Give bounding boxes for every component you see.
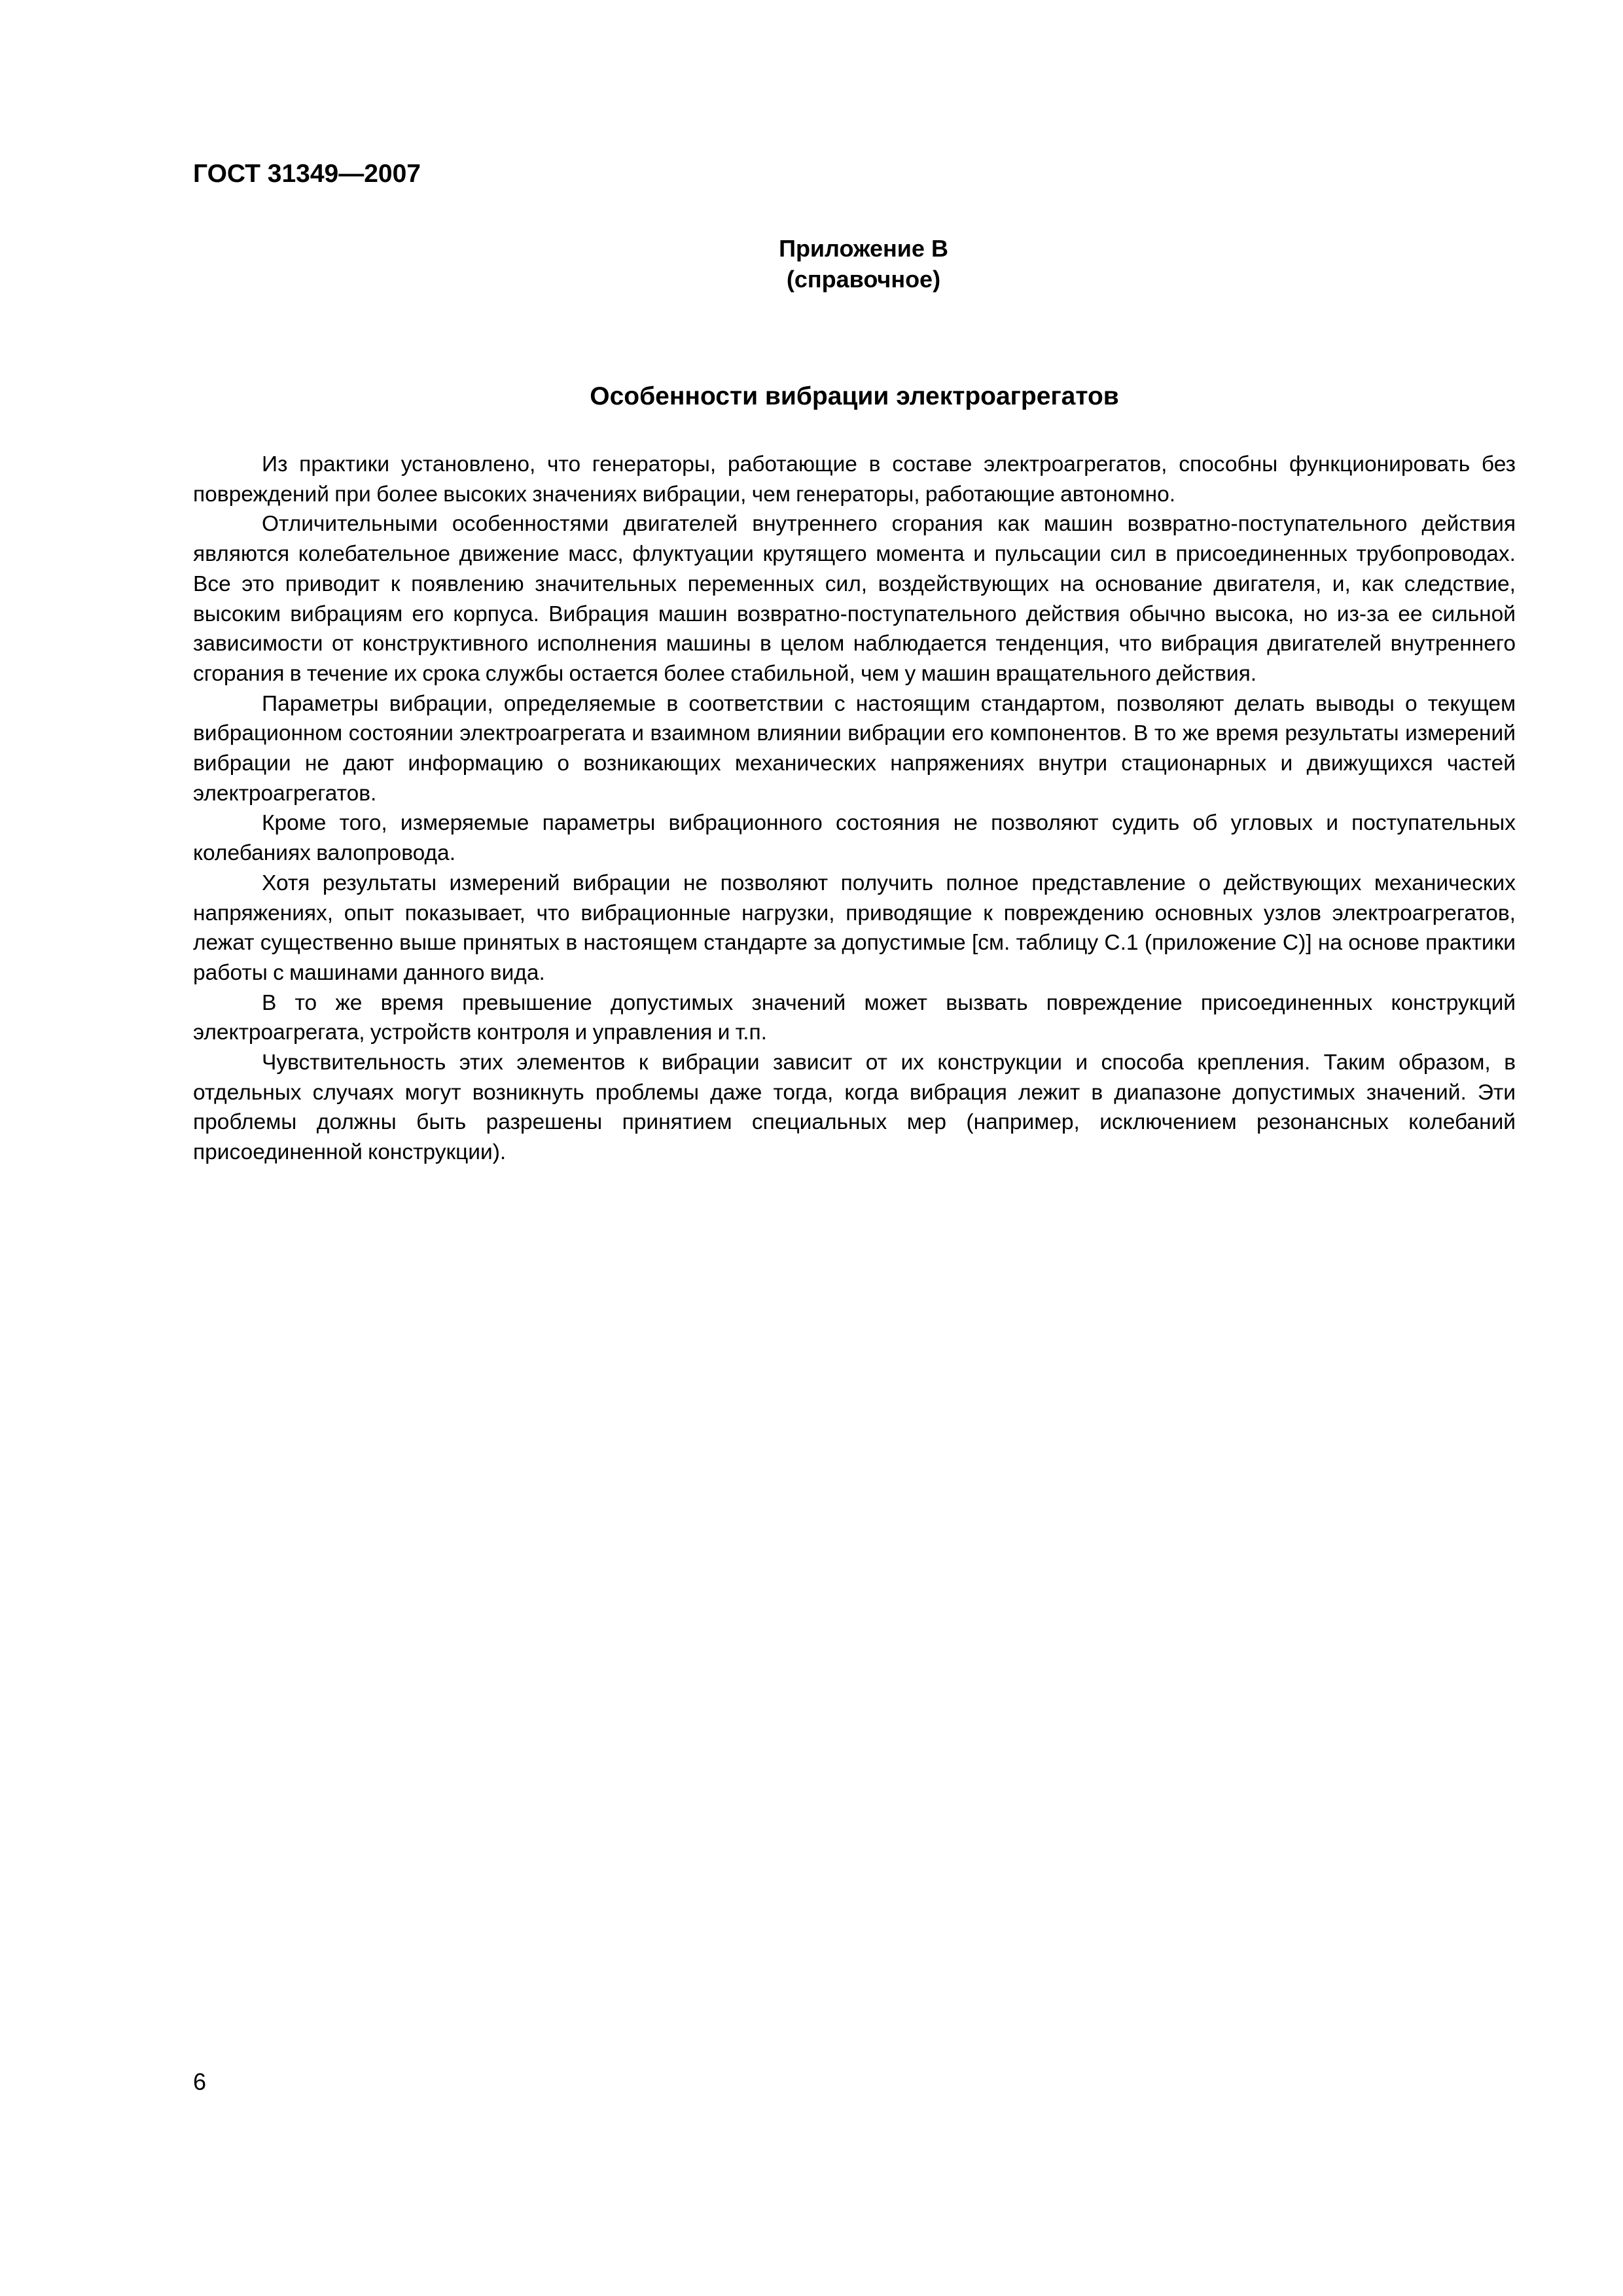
- paragraph: Кроме того, измеряемые параметры вибрационного состояния не позволяют судить об угловых и поступательных колебаниях валопровода.: [193, 811, 1516, 866]
- document-code: ГОСТ 31349—2007: [193, 160, 421, 188]
- page-number: 6: [193, 2068, 207, 2095]
- section-title: Особенности вибрации электроагрегатов: [590, 382, 1119, 410]
- paragraph: Параметры вибрации, определяемые в соответствии с настоящим стандартом, позволяют делать выводы о текущем вибрационном состоянии электроагрегата и взаимном влиянии вибрации его компонентов. В то же время результаты измерений вибрации не дают информацию о возникающих механических напряжениях внутри стационарных и движущихся частей электроагрегатов.: [193, 691, 1516, 806]
- annex-status: (справочное): [786, 266, 941, 293]
- paragraph: Хотя результаты измерений вибрации не позволяют получить полное представление о действующих механических напряжениях, опыт показывает, что вибрационные нагрузки, приводящие к повреждению основных узлов электроагрегатов, лежат существенно выше принятых в настоящем стандарте за допустимые [см. таблицу С.1 (приложение С)] на основе практики работы с машинами данного вида.: [193, 870, 1516, 985]
- paragraph: Чувствительность этих элементов к вибрации зависит от их конструкции и способа крепления. Таким образом, в отдельных случаях могут возникнуть проблемы даже тогда, когда вибрация лежит в диапазоне допустимых значений. Эти проблемы должны быть разрешены принятием специальных мер (например, исключением резонансных колебаний присоединенной конструкции).: [193, 1050, 1516, 1165]
- paragraph: Из практики установлено, что генераторы, работающие в составе электроагрегатов, способны функционировать без повреждений при более высоких значениях вибрации, чем генераторы, работающие автономно.: [193, 452, 1516, 507]
- paragraph: Отличительными особенностями двигателей внутреннего сгорания как машин возвратно-поступательного действия являются колебательное движение масс, флуктуации крутящего момента и пульсации сил в присоединенных трубопроводах. Все это приводит к появлению значительных переменных сил, воздействующих на основание двигателя, и, как следствие, высоким вибрациям его корпуса. Вибрация машин возвратно-поступательного действия обычно высока, но из-за ее сильной зависимости от конструктивного исполнения машины в целом наблюдается тенденция, что вибрация двигателей внутреннего сгорания в течение их срока службы остается более стабильной, чем у машин вращательного действия.: [193, 512, 1516, 686]
- annex-title: Приложение В: [779, 235, 948, 262]
- body-text: [193, 450, 1516, 1168]
- paragraph: В то же время превышение допустимых значений может вызвать повреждение присоединенных конструкций электроагрегата, устройств контроля и управления и т.п.: [193, 990, 1516, 1045]
- annex-heading: [0, 233, 1623, 295]
